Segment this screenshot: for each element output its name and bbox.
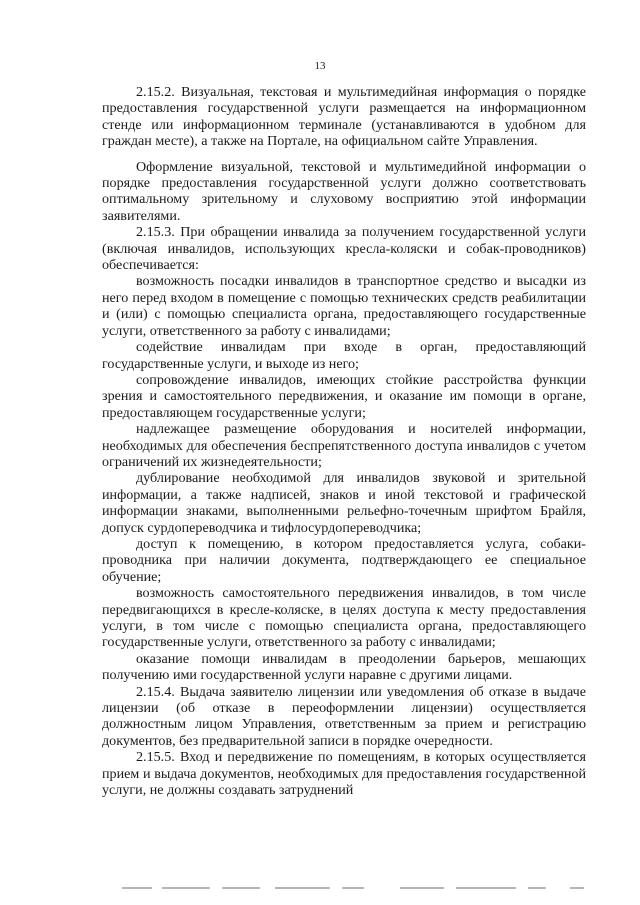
document-body: [102, 84, 586, 798]
list-item-entry-assistance: содействие инвалидам при входе в орган, предоставляющий государственные услуги, и выходе из него;: [102, 339, 586, 372]
list-item-guide-dog-access: доступ к помещению, в котором предоставляется услуга, собаки-проводника при наличии документа, подтверждающего ее специальное обучение;: [102, 535, 586, 585]
paragraph-2-15-3: 2.15.3. При обращении инвалида за получением государственной услуги (включая инвалидов, использующих кресла-коляски и собак-проводников) обеспечивается:: [102, 224, 586, 274]
paragraph-visual-info: Оформление визуальной, текстовой и мультимедийной информации о порядке предоставления государственной услуги должно соответствовать оптимальному зрительному и слуховому восприятию этой информации заявителями.: [102, 158, 586, 224]
paragraph-2-15-4: 2.15.4. Выдача заявителю лицензии или уведомления об отказе в выдаче лицензии (об отказе в переоформлении лицензии) осуществляется должностным лицом Управления, ответственным за прием и регистрацию документов, без предварительной записи в порядке очередности.: [102, 683, 586, 749]
paragraph-2-15-2: 2.15.2. Визуальная, текстовая и мультимедийная информация о порядке предоставления государственной услуги размещается на информационном стенде или информационном терминале (устанавливаются в удобном для граждан месте), а также на Портале, на официальном сайте Управления.: [102, 84, 586, 150]
scan-artifact-line: [100, 883, 600, 895]
paragraph-2-15-5: 2.15.5. Вход и передвижение по помещениям, в которых осуществляется прием и выдача документов, необходимых для предоставления государственной услуги, не должны создавать затруднений: [102, 749, 586, 799]
page-number: 13: [314, 60, 326, 72]
list-item-escort: сопровождение инвалидов, имеющих стойкие расстройства функции зрения и самостоятельного передвижения, и оказание им помощи в органе, предоставляющем государственные услуги;: [102, 371, 586, 421]
list-item-barrier-assistance: оказание помощи инвалидам в преодолении барьеров, мешающих получению ими государственной услуги наравне с другими лицами.: [102, 650, 586, 684]
list-item-equipment-placement: надлежащее размещение оборудования и носителей информации, необходимых для обеспечения беспрепятственного доступа инвалидов с учетом ограничений их жизнедеятельности;: [102, 421, 586, 470]
list-item-braille-duplication: дублирование необходимой для инвалидов звуковой и зрительной информации, а также надписей, знаков и иной текстовой и графической информации знаками, выполненными рельефно-точечным шрифтом Брайля, допуск сурдопереводчика и тифлосурдопереводчика;: [102, 470, 586, 536]
list-item-independent-movement: возможность самостоятельного передвижения инвалидов, в том числе передвигающихся в кресле-коляске, в целях доступа к месту предоставления услуги, в том числе с помощью специалиста органа, предоставляющего государственные услуги, ответственного за работу с инвалидами;: [102, 585, 586, 651]
list-item-boarding-transport: возможность посадки инвалидов в транспортное средство и высадки из него перед входом в помещение с помощью технических средств реабилитации и (или) с помощью специалиста органа, предоставляющего государственные услуги, ответственного за работу с инвалидами;: [102, 273, 586, 339]
